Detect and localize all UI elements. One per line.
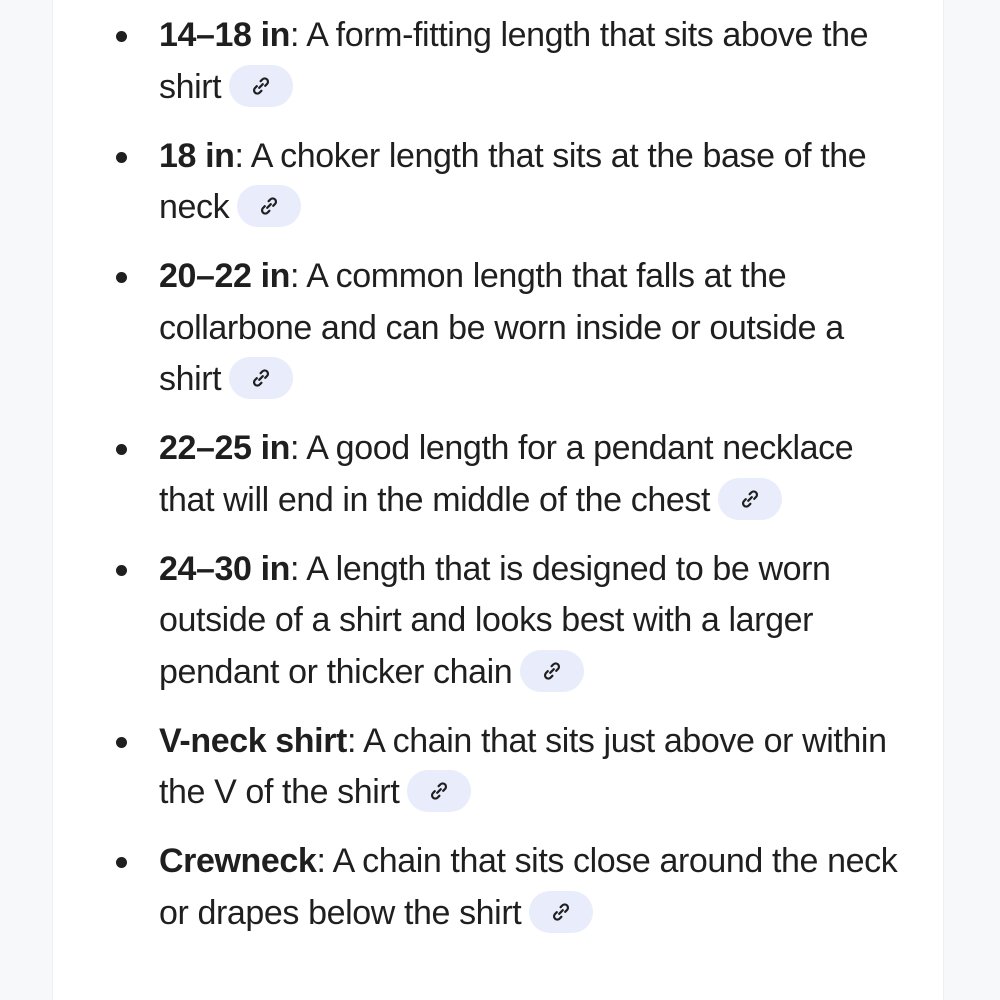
source-link-button[interactable]: [407, 770, 471, 812]
list-item: [53, 423, 943, 526]
item-term: 20–22 in: [159, 257, 291, 295]
list-item: [53, 131, 943, 234]
item-description: : A chain that sits close around the neck or drapes below the shirt: [159, 842, 898, 932]
item-term: Crewneck: [159, 842, 317, 880]
link-icon: [251, 76, 271, 96]
bullet-icon: [116, 737, 127, 748]
source-link-button[interactable]: [237, 185, 301, 227]
source-link-button[interactable]: [529, 891, 593, 933]
bullet-icon: [116, 31, 127, 42]
link-icon: [251, 368, 271, 388]
item-term: 22–25 in: [159, 429, 291, 467]
bullet-icon: [116, 152, 127, 163]
link-icon: [259, 196, 279, 216]
list-item: [53, 836, 943, 939]
item-term: 14–18 in: [159, 16, 291, 54]
item-description: : A choker length that sits at the base of the neck: [159, 136, 867, 226]
item-description: : A chain that sits just above or within the V of the shirt: [159, 721, 887, 811]
source-link-button[interactable]: [229, 357, 293, 399]
bullet-icon: [116, 444, 127, 455]
list-item: [53, 544, 943, 699]
bullet-icon: [116, 272, 127, 283]
item-description: : A good length for a pendant necklace that will end in the middle of the chest: [159, 429, 854, 519]
source-link-button[interactable]: [229, 65, 293, 107]
list-item: [53, 716, 943, 819]
necklace-length-list: [53, 10, 943, 957]
bullet-icon: [116, 565, 127, 576]
item-description: : A common length that falls at the collarbone and can be worn inside or outside a shirt: [159, 257, 844, 398]
item-term: 24–30 in: [159, 549, 291, 588]
source-link-button[interactable]: [520, 650, 584, 692]
item-term: 18 in: [159, 136, 235, 175]
list-item: [53, 10, 943, 113]
item-description: : A length that is designed to be worn outside of a shirt and looks best with a larger pendant or thicker chain: [159, 549, 831, 691]
link-icon: [429, 781, 449, 801]
answer-panel: [52, 0, 944, 1000]
bullet-icon: [116, 857, 127, 868]
source-link-button[interactable]: [718, 478, 782, 520]
item-description: : A form-fitting length that sits above the shirt: [159, 16, 869, 106]
link-icon: [542, 661, 562, 681]
item-term: V-neck shirt: [159, 721, 347, 760]
link-icon: [551, 902, 571, 922]
list-item: [53, 251, 943, 406]
link-icon: [740, 489, 760, 509]
